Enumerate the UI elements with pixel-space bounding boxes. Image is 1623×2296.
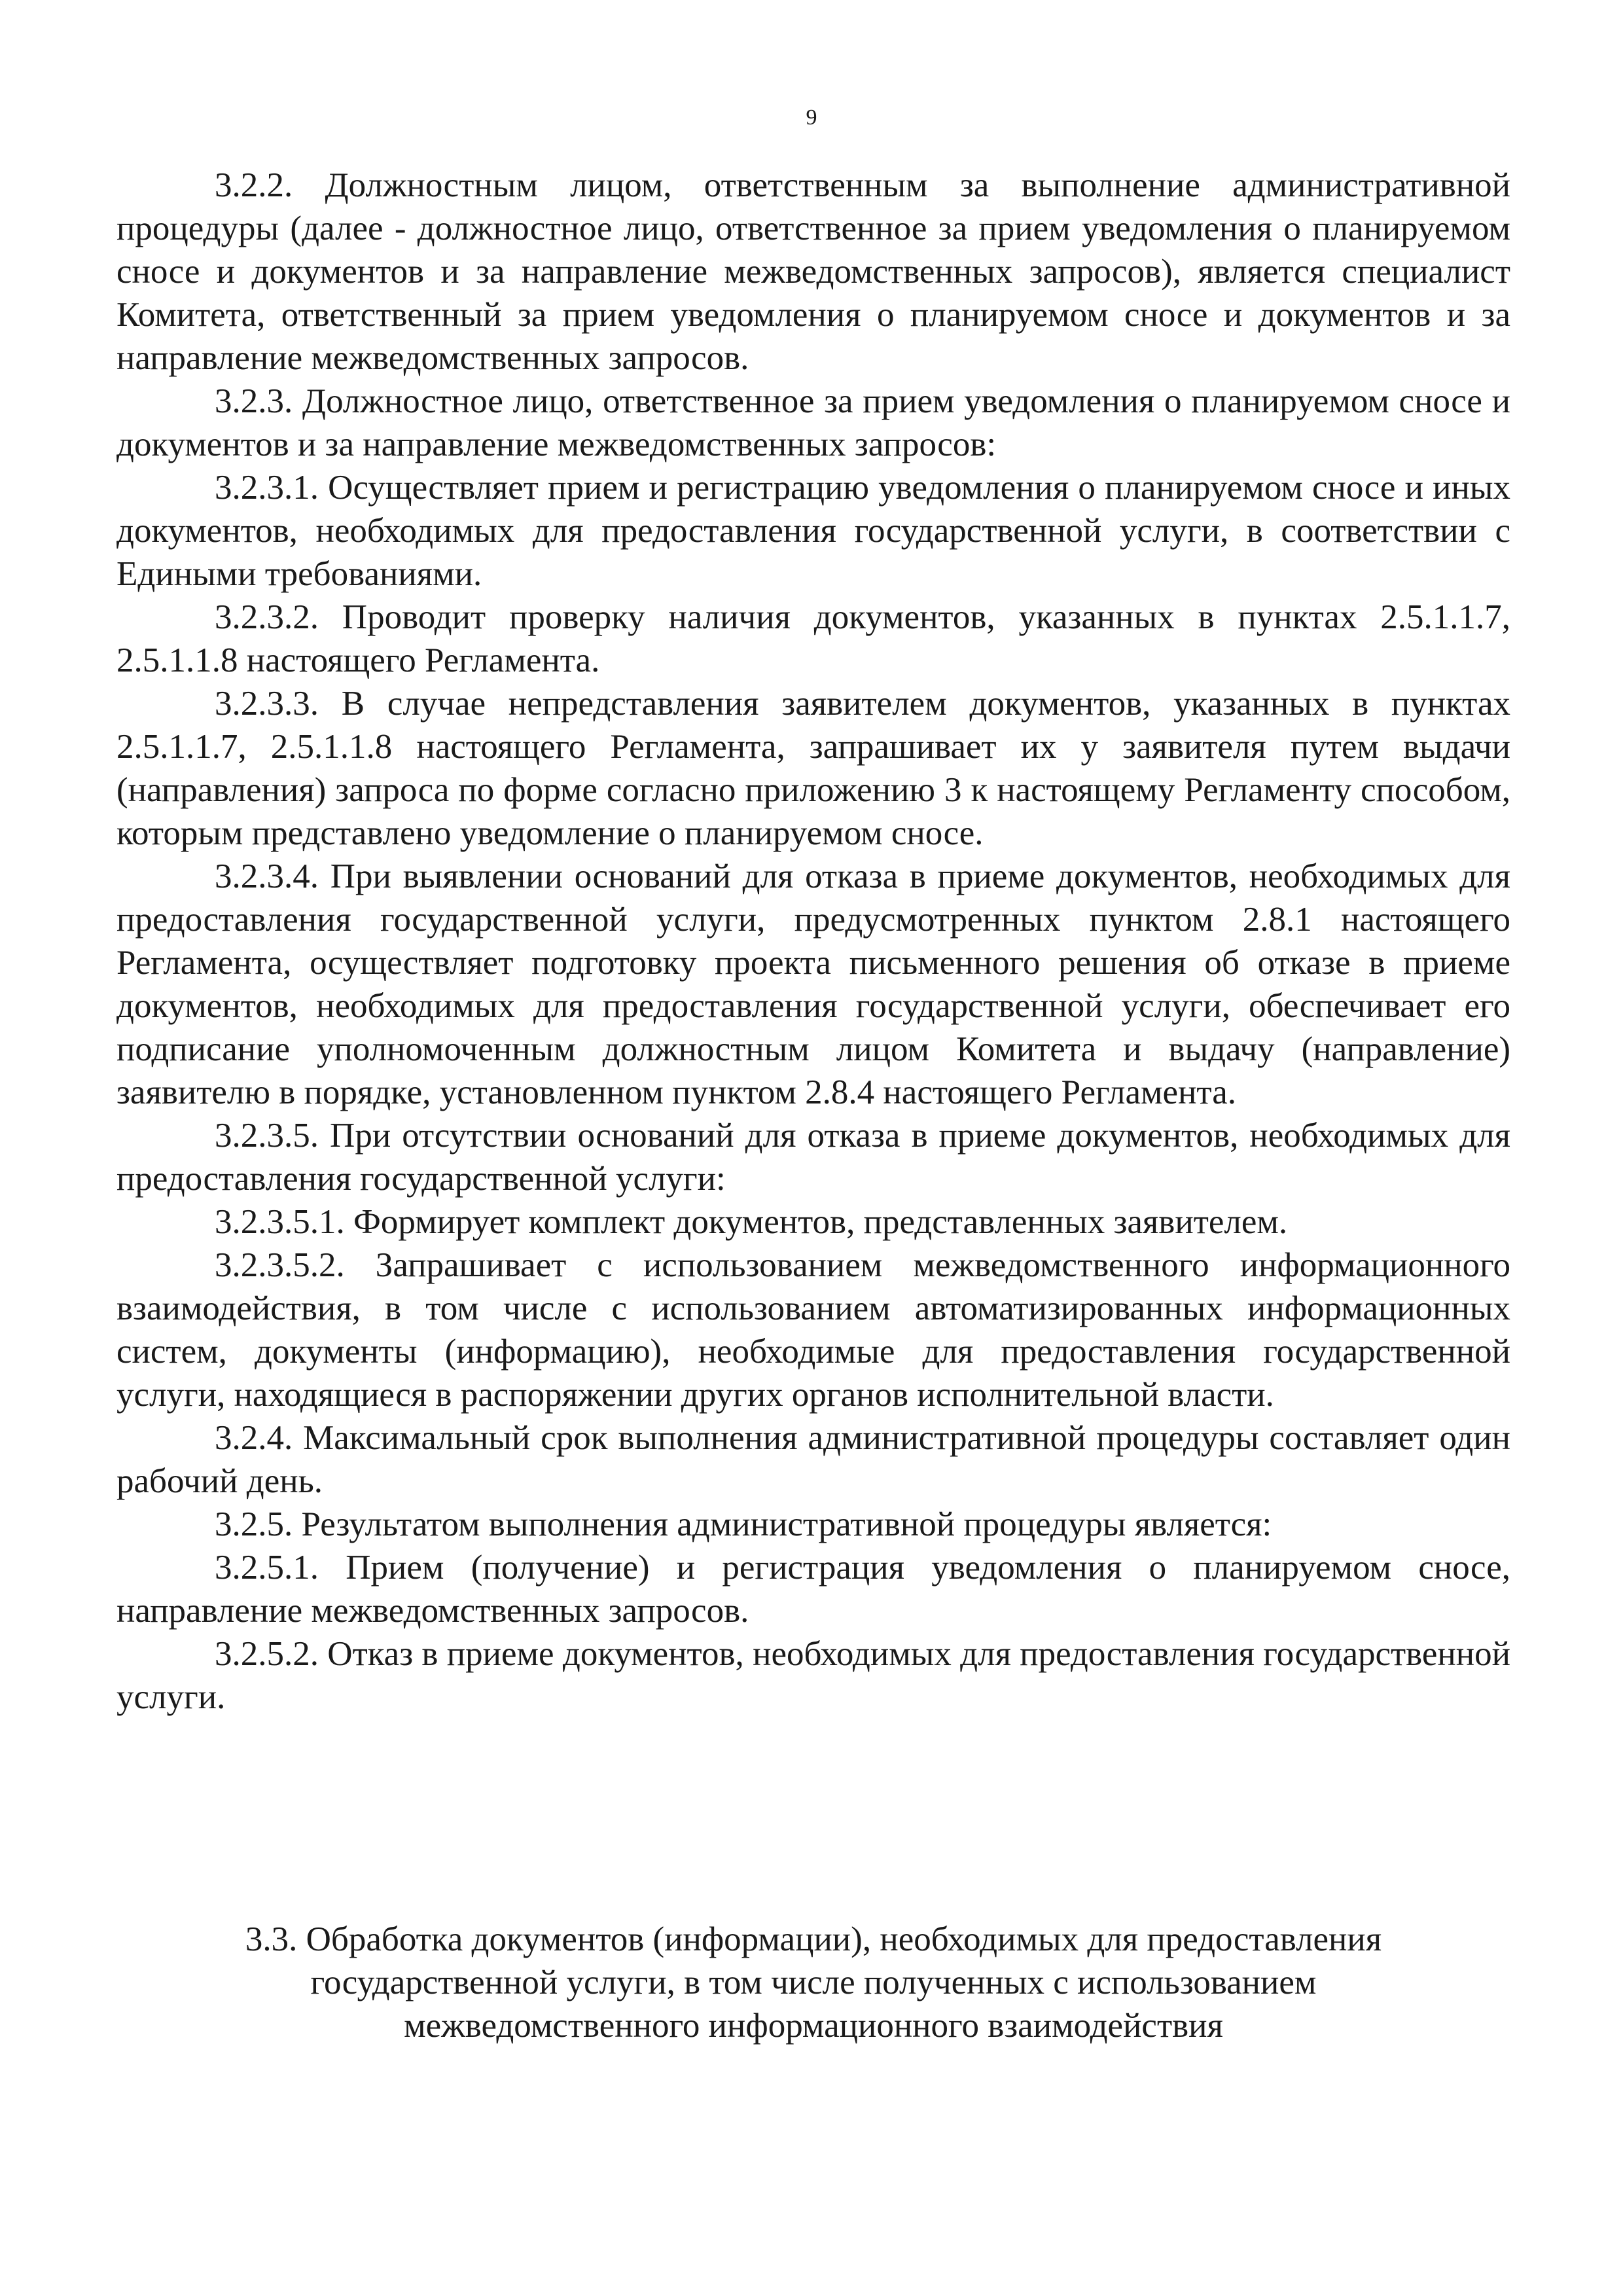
paragraph-3-2-5: 3.2.5. Результатом выполнения административной процедуры является:: [215, 1505, 1272, 1543]
paragraph-3-2-5-1: 3.2.5.1. Прием (получение) и регистрация уведомления о планируемом сносе, направление межведомственных запросов.: [116, 1549, 1510, 1630]
paragraph-3-2-3: 3.2.3. Должностное лицо, ответственное за прием уведомления о планируемом сносе и документов и за направление межведомственных запросов:: [116, 382, 1510, 463]
paragraph-3-2-3-5-2: 3.2.3.5.2. Запрашивает с использованием межведомственного информационного взаимодействия, в том числе с использованием автоматизированных информационных систем, документы (информацию), необходимые для предоставления государственной услуги, находящиеся в распоряжении других органов исполнительной власти.: [116, 1246, 1510, 1414]
paragraph-3-2-4: 3.2.4. Максимальный срок выполнения административной процедуры составляет один рабочий день.: [116, 1419, 1510, 1500]
section-heading-3-3: [116, 1918, 1510, 2047]
section-heading-line-2: государственной услуги, в том числе полученных с использованием: [310, 1964, 1317, 2001]
section-heading-line-1: 3.3. Обработка документов (информации), необходимых для предоставления: [245, 1920, 1382, 1958]
paragraph-3-2-3-5: 3.2.3.5. При отсутствии оснований для отказа в приеме документов, необходимых для предоставления государственной услуги:: [116, 1117, 1510, 1198]
paragraph-3-2-3-5-1: 3.2.3.5.1. Формирует комплект документов, представленных заявителем.: [215, 1203, 1288, 1241]
section-heading-line-3: межведомственного информационного взаимодействия: [404, 2007, 1223, 2045]
page-number: 9: [806, 105, 817, 130]
paragraph-3-2-5-2: 3.2.5.2. Отказ в приеме документов, необходимых для предоставления государственной услуги.: [116, 1635, 1510, 1716]
paragraph-3-2-2: 3.2.2. Должностным лицом, ответственным за выполнение административной процедуры (далее - должностное лицо, ответственное за прием уведомления о планируемом сносе и документов и за направление межведомственных запросов), является специалист Комитета, ответственный за прием уведомления о планируемом сносе и документов и за направление межведомственных запросов.: [116, 166, 1510, 377]
paragraph-3-2-3-3: 3.2.3.3. В случае непредставления заявителем документов, указанных в пунктах 2.5.1.1.7, 2.5.1.1.8 настоящего Регламента, запрашивает их у заявителя путем выдачи (направления) запроса по форме согласно приложению 3 к настоящему Регламенту способом, которым представлено уведомление о планируемом сносе.: [116, 685, 1510, 852]
paragraph-3-2-3-4: 3.2.3.4. При выявлении оснований для отказа в приеме документов, необходимых для предоставления государственной услуги, предусмотренных пунктом 2.8.1 настоящего Регламента, осуществляет подготовку проекта письменного решения об отказе в приеме документов, необходимых для предоставления государственной услуги, обеспечивает его подписание уполномоченным должностным лицом Комитета и выдачу (направление) заявителю в порядке, установленном пунктом 2.8.4 настоящего Регламента.: [116, 857, 1510, 1111]
paragraph-3-2-3-1: 3.2.3.1. Осуществляет прием и регистрацию уведомления о планируемом сносе и иных документов, необходимых для предоставления государственной услуги, в соответствии с Едиными требованиями.: [116, 469, 1510, 593]
document-body: [116, 164, 1510, 1719]
paragraph-3-2-3-2: 3.2.3.2. Проводит проверку наличия документов, указанных в пунктах 2.5.1.1.7, 2.5.1.1.8 настоящего Регламента.: [116, 598, 1510, 679]
